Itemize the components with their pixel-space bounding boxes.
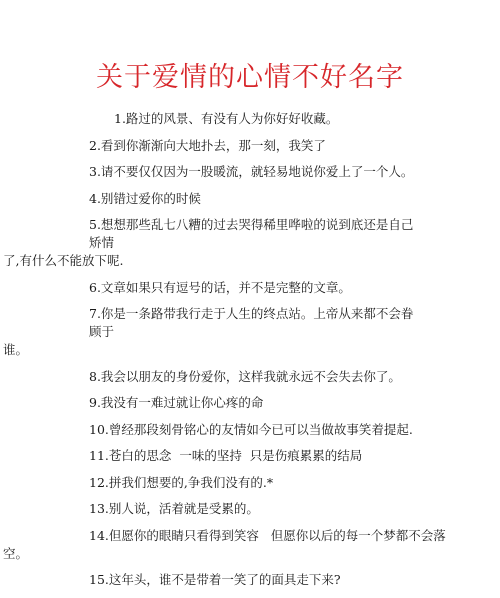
list-item-continuation: 谁。 (3, 342, 29, 357)
list-item-text: 11.苍白的思念 一味的坚持 只是伤痕累累的结局 (89, 448, 363, 463)
list-item (89, 447, 421, 465)
list-item-text: 1.路过的风景、有没有人为你好好收藏。 (114, 111, 339, 126)
list-item-text: 9.我没有一难过就让你心疼的命 (89, 395, 264, 410)
list-item (3, 216, 421, 270)
list-item-text: 5.想想那些乱七八糟的过去哭得稀里哗啦的说到底还是自己矫情 (89, 217, 414, 250)
list-item-text: 13.别人说，活着就是受累的。 (89, 501, 259, 516)
list-item (89, 571, 421, 589)
list-item-text: 10.曾经那段刻骨铭心的友情如今已可以当做故事笑着提起. (89, 421, 413, 437)
list-item-text: 7.你是一条路带我行走于人生的终点站。上帝从来都不会眷顾于 (89, 306, 414, 339)
list-item-text: 2.看到你渐渐向大地扑去，那一刻，我笑了 (89, 137, 326, 153)
list-item-text: 3.请不要仅仅因为一股暖流，就轻易地说你爱上了一个人。 (89, 164, 414, 179)
content-list (3, 110, 446, 598)
list-item (89, 190, 421, 208)
list-item (89, 421, 421, 439)
list-item-continuation: 空。 (3, 545, 29, 561)
list-item-text: 8.我会以朋友的身份爱你，这样我就永远不会失去你了。 (89, 368, 401, 384)
list-item-text: 12.拼我们想要的,争我们没有的.* (89, 474, 274, 490)
list-item (3, 305, 421, 359)
list-item (89, 368, 421, 386)
list-item-text: 6.文章如果只有逗号的话，并不是完整的文章。 (89, 279, 351, 295)
list-item (89, 279, 421, 297)
list-item (89, 500, 421, 518)
list-item (3, 527, 446, 563)
list-item (89, 474, 421, 492)
list-item-text: 14.但愿你的眼睛只看得到笑容 但愿你以后的每一个梦都不会落 (89, 527, 446, 543)
list-item-continuation: 了,有什么不能放下呢. (3, 253, 124, 268)
list-item (89, 394, 421, 412)
list-item (89, 137, 421, 155)
list-item-text: 15.这年头，谁不是带着一笑了的面具走下来? (89, 572, 341, 587)
list-item-text: 4.别错过爱你的时候 (89, 190, 201, 206)
document-title: 关于爱情的心情不好名字 (96, 62, 404, 93)
list-item (89, 163, 421, 181)
list-item (89, 110, 421, 128)
